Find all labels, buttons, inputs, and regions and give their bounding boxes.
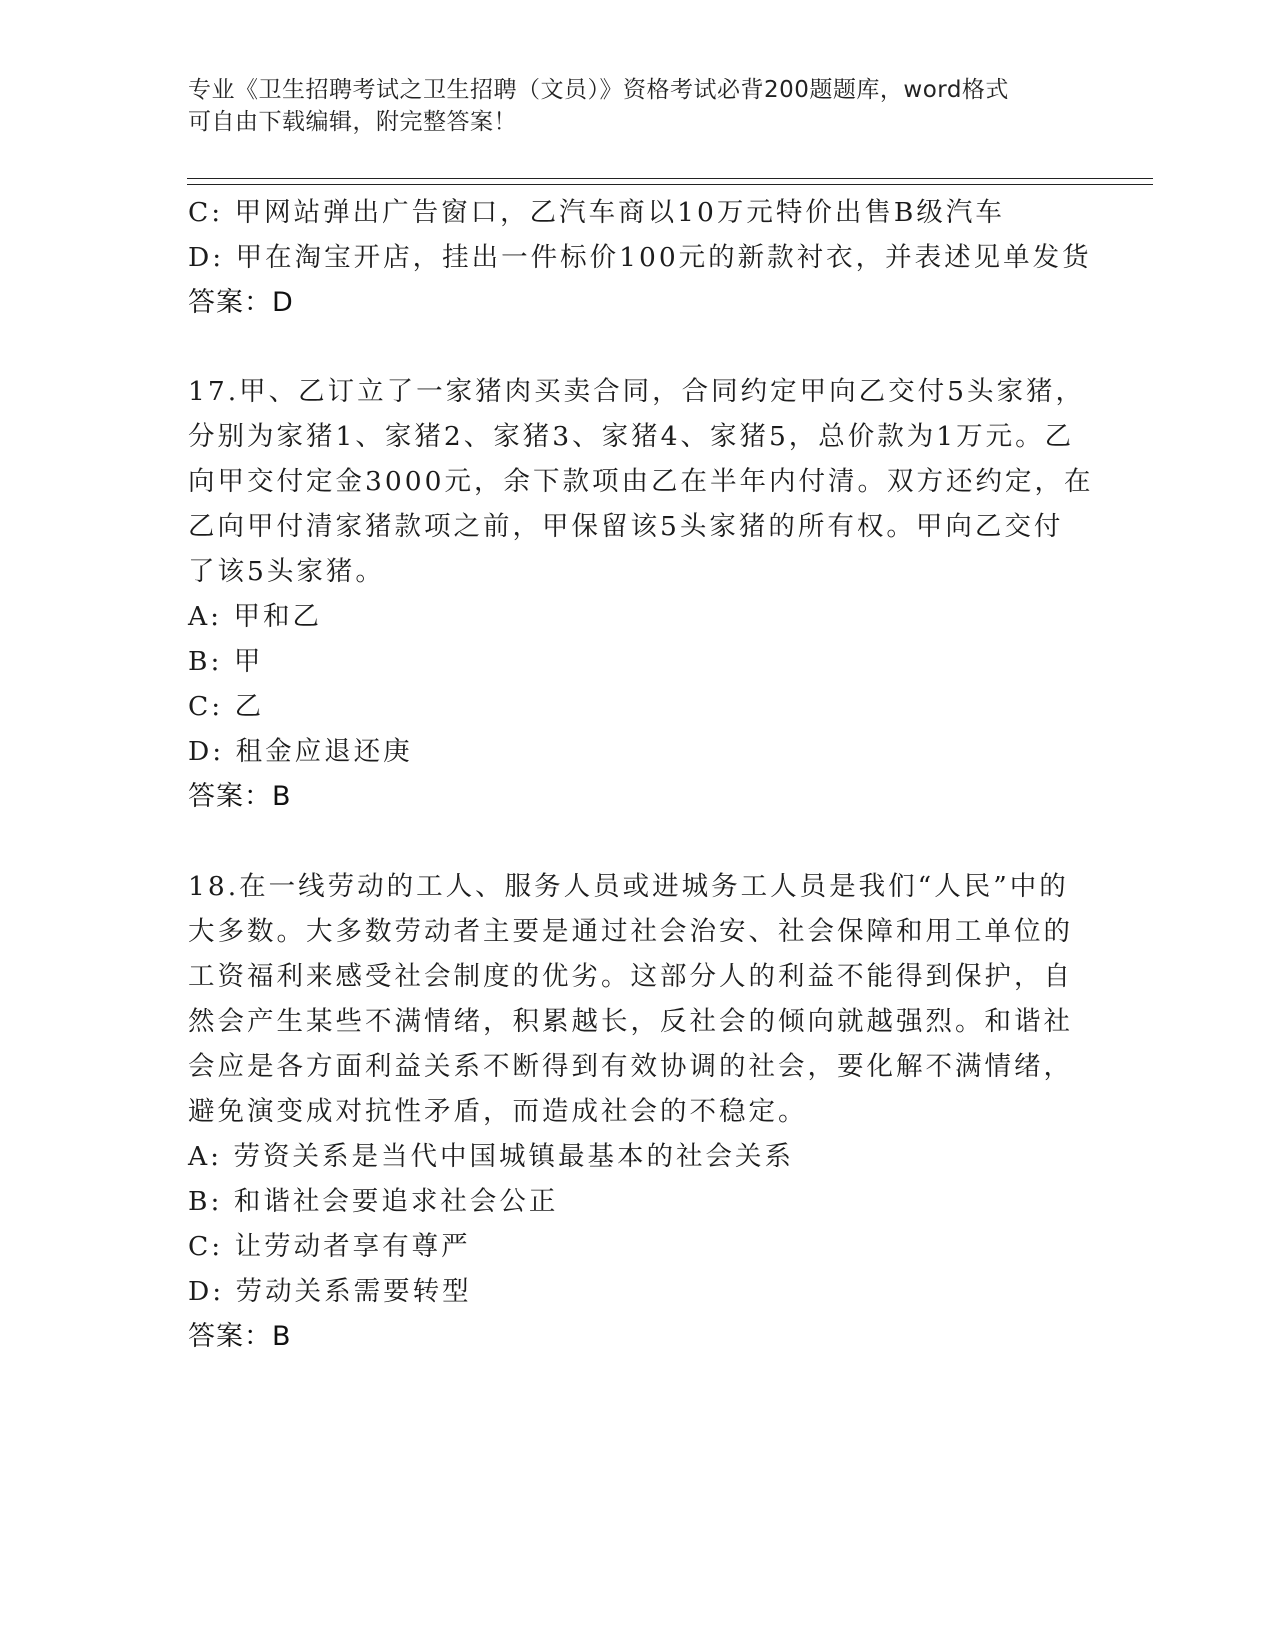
question-stem-line: 18.在一线劳动的工人、服务人员或进城务工人员是我们“人民”中的 (188, 871, 1069, 902)
spacer (188, 819, 1088, 864)
option-c: C: 乙 (188, 691, 265, 722)
question-stem-line: 向甲交付定金3000元，余下款项由乙在半年内付清。双方还约定，在 (188, 466, 1094, 497)
option-c: C: 甲网站弹出广告窗口，乙汽车商以10万元特价出售B级汽车 (188, 197, 1005, 228)
answer-line: 答案：D (188, 287, 294, 318)
question-17 (188, 369, 1094, 819)
option-a: A: 劳资关系是当代中国城镇最基本的社会关系 (188, 1141, 794, 1172)
option-a: A: 甲和乙 (188, 601, 322, 632)
header-divider-top (187, 178, 1153, 179)
question-stem-line: 避免演变成对抗性矛盾，而造成社会的不稳定。 (188, 1096, 808, 1127)
answer-line: 答案：B (188, 781, 292, 812)
header-divider-bottom (187, 184, 1153, 185)
option-b: B: 甲 (188, 646, 264, 677)
document-header (188, 74, 1088, 138)
question-stem-line: 分别为家猪1、家猪2、家猪3、家猪4、家猪5，总价款为1万元。乙 (188, 421, 1075, 452)
question-stem-line: 会应是各方面利益关系不断得到有效协调的社会，要化解不满情绪， (188, 1051, 1073, 1082)
option-d: D: 劳动关系需要转型 (188, 1276, 472, 1307)
question-18 (188, 864, 1088, 1359)
question-stem-line: 大多数。大多数劳动者主要是通过社会治安、社会保障和用工单位的 (188, 916, 1073, 947)
option-b: B: 和谐社会要追求社会公正 (188, 1186, 559, 1217)
question-stem-line: 然会产生某些不满情绪，积累越长，反社会的倾向就越强烈。和谐社 (188, 1006, 1073, 1037)
option-d: D: 甲在淘宝开店，挂出一件标价100元的新款衬衣，并表述见单发货 (188, 242, 1092, 273)
header-line-1: 专业《卫生招聘考试之卫生招聘（文员）》资格考试必背200题题库，word格式 (188, 77, 1009, 103)
question-stem-line: 17.甲、乙订立了一家猪肉买卖合同，合同约定甲向乙交付5头家猪， (188, 376, 1086, 407)
question-stem-line: 工资福利来感受社会制度的优劣。这部分人的利益不能得到保护，自 (188, 961, 1073, 992)
option-c: C: 让劳动者享有尊严 (188, 1231, 471, 1262)
header-line-2: 可自由下载编辑，附完整答案！ (188, 109, 517, 135)
spacer (188, 325, 1088, 369)
question-16-continuation (188, 190, 1092, 325)
question-stem-line: 乙向甲付清家猪款项之前，甲保留该5头家猪的所有权。甲向乙交付 (188, 511, 1064, 542)
question-stem-line: 了该5头家猪。 (188, 556, 385, 587)
answer-line: 答案：B (188, 1321, 292, 1352)
document-body (188, 190, 1094, 1359)
option-d: D: 租金应退还庚 (188, 736, 413, 767)
